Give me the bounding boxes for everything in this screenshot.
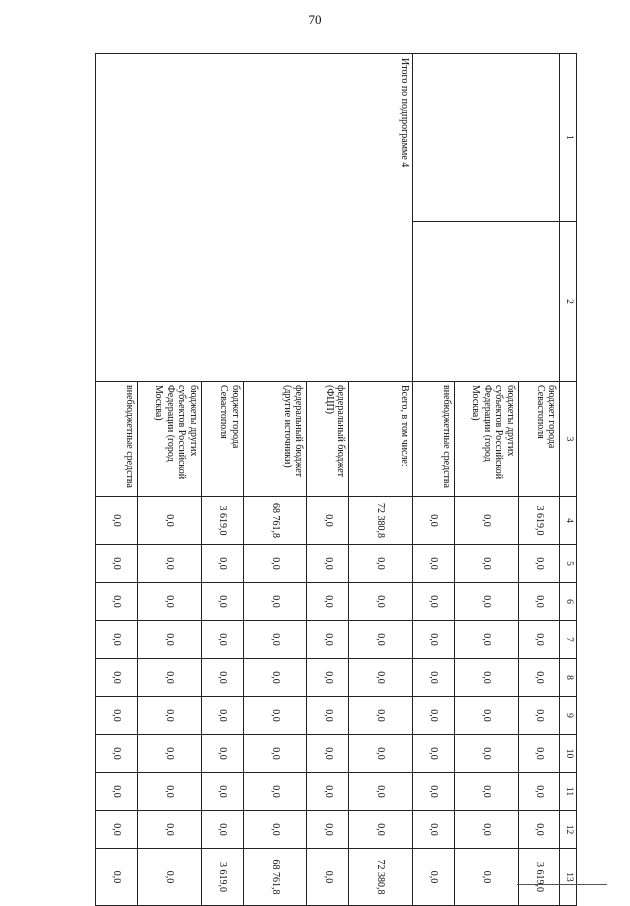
value-cell: 0,0: [307, 545, 349, 583]
value-cell: 0,0: [96, 545, 138, 583]
value-cell: 0,0: [349, 735, 413, 773]
value-cell: 0,0: [307, 735, 349, 773]
value-cell: 0,0: [137, 811, 201, 849]
rotated-table-container: [95, 53, 577, 895]
value-cell: 0,0: [413, 811, 455, 849]
value-cell: 0,0: [201, 583, 243, 621]
value-cell: 0,0: [243, 811, 307, 849]
value-cell: 0,0: [454, 621, 518, 659]
value-cell: 0,0: [413, 659, 455, 697]
header-cell: 1: [560, 54, 577, 222]
value-cell: 0,0: [413, 545, 455, 583]
value-cell: 0,0: [454, 849, 518, 906]
value-cell: 0,0: [518, 583, 560, 621]
page-number: 70: [308, 12, 322, 27]
value-cell: 0,0: [518, 773, 560, 811]
value-cell: 0,0: [307, 583, 349, 621]
funding-source: бюджет города Севастополя: [518, 382, 560, 497]
funding-source: федеральный бюджет (ФЦП): [307, 382, 349, 497]
value-cell: 0,0: [349, 545, 413, 583]
value-cell: 0,0: [454, 735, 518, 773]
value-cell: 0,0: [201, 773, 243, 811]
value-cell: 0,0: [454, 497, 518, 545]
value-cell: 0,0: [137, 583, 201, 621]
table-row: [349, 54, 413, 906]
value-cell: 0,0: [454, 773, 518, 811]
value-cell: 0,0: [243, 735, 307, 773]
value-cell: 0,0: [307, 697, 349, 735]
funding-source: бюджеты других субъектов Российской Федерации (город Москва): [454, 382, 518, 497]
value-cell: 0,0: [201, 697, 243, 735]
value-cell: 72 380,8: [349, 849, 413, 906]
value-cell: 0,0: [137, 497, 201, 545]
value-cell: 0,0: [518, 621, 560, 659]
value-cell: 0,0: [137, 621, 201, 659]
value-cell: 0,0: [307, 773, 349, 811]
header-row: [560, 54, 577, 906]
value-cell: 0,0: [201, 621, 243, 659]
value-cell: 0,0: [137, 849, 201, 906]
budget-table: [95, 53, 577, 906]
header-cell: 7: [560, 621, 577, 659]
value-cell: 0,0: [307, 849, 349, 906]
value-cell: 0,0: [243, 697, 307, 735]
value-cell: 68 761,8: [243, 497, 307, 545]
value-cell: 0,0: [413, 583, 455, 621]
value-cell: 0,0: [518, 545, 560, 583]
value-cell: 0,0: [413, 697, 455, 735]
value-cell: 0,0: [349, 583, 413, 621]
value-cell: 0,0: [413, 497, 455, 545]
value-cell: 0,0: [243, 621, 307, 659]
value-cell: 0,0: [349, 621, 413, 659]
value-cell: 0,0: [413, 849, 455, 906]
value-cell: 0,0: [96, 697, 138, 735]
value-cell: 0,0: [349, 811, 413, 849]
value-cell: 0,0: [307, 621, 349, 659]
value-cell: 0,0: [454, 811, 518, 849]
value-cell: 0,0: [307, 497, 349, 545]
value-cell: 0,0: [518, 811, 560, 849]
header-cell: 11: [560, 773, 577, 811]
value-cell: 0,0: [137, 545, 201, 583]
value-cell: 0,0: [454, 659, 518, 697]
value-cell: 0,0: [96, 735, 138, 773]
value-cell: 3 619,0: [201, 849, 243, 906]
funding-source: федеральный бюджет (другие источники): [243, 382, 307, 497]
value-cell: 0,0: [518, 659, 560, 697]
funding-source: внебюджетные средства: [96, 382, 138, 497]
value-cell: 0,0: [349, 697, 413, 735]
value-cell: 0,0: [96, 659, 138, 697]
header-cell: 5: [560, 545, 577, 583]
value-cell: 0,0: [201, 811, 243, 849]
value-cell: 0,0: [96, 811, 138, 849]
value-cell: 0,0: [137, 659, 201, 697]
value-cell: 3 619,0: [518, 497, 560, 545]
value-cell: 3 619,0: [201, 497, 243, 545]
value-cell: 0,0: [201, 659, 243, 697]
value-cell: 0,0: [349, 773, 413, 811]
empty-cell: [413, 54, 560, 222]
header-cell: 12: [560, 811, 577, 849]
value-cell: 0,0: [413, 621, 455, 659]
funding-source: бюджеты других субъектов Российской Федерации (город Москва): [137, 382, 201, 497]
value-cell: 0,0: [518, 697, 560, 735]
table-row: [518, 54, 560, 906]
funding-source: Всего, в том числе:: [349, 382, 413, 497]
value-cell: 0,0: [137, 735, 201, 773]
value-cell: 3 619,0: [518, 849, 560, 906]
value-cell: 68 761,8: [243, 849, 307, 906]
value-cell: 0,0: [243, 773, 307, 811]
header-cell: 13: [560, 849, 577, 906]
value-cell: 0,0: [96, 773, 138, 811]
value-cell: 0,0: [307, 811, 349, 849]
value-cell: 0,0: [454, 583, 518, 621]
value-cell: 0,0: [243, 583, 307, 621]
value-cell: 0,0: [137, 773, 201, 811]
header-cell: 9: [560, 697, 577, 735]
subtotal-label: Итого по подпрограмме 4: [96, 54, 413, 382]
value-cell: 0,0: [518, 735, 560, 773]
value-cell: 0,0: [201, 735, 243, 773]
header-cell: 3: [560, 382, 577, 497]
header-cell: 6: [560, 583, 577, 621]
value-cell: 0,0: [307, 659, 349, 697]
value-cell: 0,0: [96, 583, 138, 621]
value-cell: 0,0: [349, 659, 413, 697]
empty-cell: [413, 222, 560, 382]
footer-rule: [517, 884, 607, 885]
funding-source: бюджет города Севастополя: [201, 382, 243, 497]
value-cell: 0,0: [243, 545, 307, 583]
funding-source: внебюджетные средства: [413, 382, 455, 497]
value-cell: 0,0: [96, 497, 138, 545]
value-cell: 0,0: [96, 849, 138, 906]
value-cell: 0,0: [454, 545, 518, 583]
value-cell: 0,0: [454, 697, 518, 735]
value-cell: 0,0: [201, 545, 243, 583]
header-cell: 8: [560, 659, 577, 697]
value-cell: 0,0: [413, 735, 455, 773]
value-cell: 0,0: [137, 697, 201, 735]
value-cell: 0,0: [413, 773, 455, 811]
value-cell: 0,0: [243, 659, 307, 697]
header-cell: 4: [560, 497, 577, 545]
value-cell: 0,0: [96, 621, 138, 659]
header-cell: 2: [560, 222, 577, 382]
value-cell: 72 380,8: [349, 497, 413, 545]
header-cell: 10: [560, 735, 577, 773]
